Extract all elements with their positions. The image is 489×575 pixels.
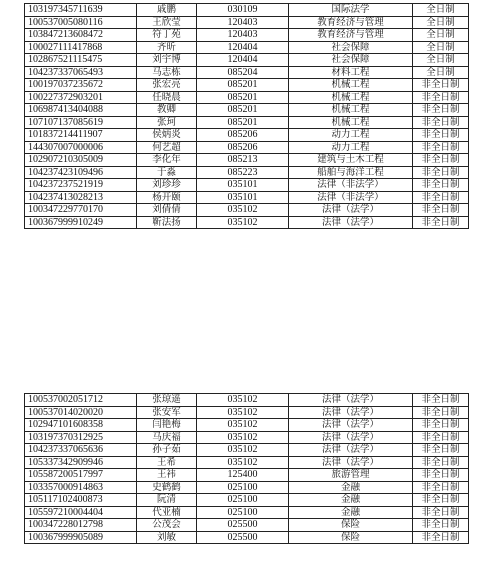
cell-major-name: 法律（非法学） — [289, 179, 413, 192]
cell-study-type: 非全日制 — [413, 531, 469, 544]
table-row — [25, 79, 469, 92]
cell-study-type: 非全日制 — [413, 179, 469, 192]
table-row — [25, 506, 469, 519]
cell-candidate-id: 100537002051712 — [25, 394, 137, 407]
cell-major-name: 国际法学 — [289, 4, 413, 17]
cell-study-type: 非全日制 — [413, 129, 469, 142]
cell-candidate-id: 105597210004404 — [25, 506, 137, 519]
cell-student-name: 符丁苑 — [137, 29, 197, 42]
cell-major-name: 金融 — [289, 506, 413, 519]
cell-student-name: 杨开颐 — [137, 191, 197, 204]
cell-student-name: 马志栋 — [137, 66, 197, 79]
cell-study-type: 非全日制 — [413, 406, 469, 419]
table-row — [25, 431, 469, 444]
table-row — [25, 481, 469, 494]
cell-study-type: 非全日制 — [413, 519, 469, 532]
cell-candidate-id: 104237237521919 — [25, 179, 137, 192]
cell-candidate-id: 100367999905089 — [25, 531, 137, 544]
table-row — [25, 54, 469, 67]
table-row — [25, 204, 469, 217]
cell-study-type: 非全日制 — [413, 444, 469, 457]
cell-major-code: 085201 — [197, 104, 289, 117]
admission-table-bottom — [24, 393, 469, 544]
cell-major-name: 保险 — [289, 519, 413, 532]
cell-candidate-id: 103197370312925 — [25, 431, 137, 444]
table-row — [25, 154, 469, 167]
cell-candidate-id: 104237337065636 — [25, 444, 137, 457]
cell-study-type: 非全日制 — [413, 141, 469, 154]
cell-study-type: 非全日制 — [413, 456, 469, 469]
cell-study-type: 非全日制 — [413, 216, 469, 229]
table-row — [25, 494, 469, 507]
cell-study-type: 非全日制 — [413, 506, 469, 519]
cell-student-name: 张珂 — [137, 116, 197, 129]
cell-major-name: 法律（法学） — [289, 456, 413, 469]
table-row — [25, 4, 469, 17]
table-row — [25, 29, 469, 42]
cell-study-type: 非全日制 — [413, 431, 469, 444]
cell-student-name: 马庆福 — [137, 431, 197, 444]
cell-candidate-id: 106987413404088 — [25, 104, 137, 117]
cell-study-type: 非全日制 — [413, 116, 469, 129]
cell-major-name: 动力工程 — [289, 129, 413, 142]
table-row — [25, 519, 469, 532]
cell-student-name: 公茂会 — [137, 519, 197, 532]
cell-student-name: 任晓晨 — [137, 91, 197, 104]
cell-candidate-id: 102947101608358 — [25, 419, 137, 432]
cell-candidate-id: 104237423109496 — [25, 166, 137, 179]
cell-major-name: 金融 — [289, 494, 413, 507]
cell-major-code: 085201 — [197, 116, 289, 129]
cell-major-name: 材料工程 — [289, 66, 413, 79]
cell-major-name: 机械工程 — [289, 79, 413, 92]
cell-candidate-id: 100197037235672 — [25, 79, 137, 92]
cell-major-code: 085223 — [197, 166, 289, 179]
cell-major-name: 法律（法学） — [289, 419, 413, 432]
cell-major-code: 035102 — [197, 406, 289, 419]
cell-study-type: 全日制 — [413, 29, 469, 42]
cell-student-name: 侯炳炎 — [137, 129, 197, 142]
cell-student-name: 史鹤鹤 — [137, 481, 197, 494]
table-row — [25, 104, 469, 117]
cell-major-code: 085213 — [197, 154, 289, 167]
cell-major-code: 025500 — [197, 531, 289, 544]
cell-student-name: 于淼 — [137, 166, 197, 179]
cell-candidate-id: 105117102400873 — [25, 494, 137, 507]
table-row — [25, 469, 469, 482]
cell-major-name: 社会保障 — [289, 41, 413, 54]
cell-candidate-id: 105587200517997 — [25, 469, 137, 482]
table-row — [25, 41, 469, 54]
cell-student-name: 刘敏 — [137, 531, 197, 544]
cell-student-name: 王欣莹 — [137, 16, 197, 29]
table-row — [25, 394, 469, 407]
table-row — [25, 166, 469, 179]
table-row — [25, 406, 469, 419]
cell-candidate-id: 103847213608472 — [25, 29, 137, 42]
cell-major-name: 法律（法学） — [289, 431, 413, 444]
cell-student-name: 何艺超 — [137, 141, 197, 154]
admission-table-top — [24, 3, 469, 229]
cell-major-code: 035102 — [197, 419, 289, 432]
cell-study-type: 非全日制 — [413, 394, 469, 407]
cell-student-name: 齐昕 — [137, 41, 197, 54]
cell-candidate-id: 107107137085619 — [25, 116, 137, 129]
cell-student-name: 王祎 — [137, 469, 197, 482]
cell-major-name: 法律（法学） — [289, 444, 413, 457]
table-row — [25, 419, 469, 432]
table-row — [25, 116, 469, 129]
cell-candidate-id: 104237337065493 — [25, 66, 137, 79]
cell-student-name: 王希 — [137, 456, 197, 469]
cell-major-code: 085201 — [197, 91, 289, 104]
cell-major-code: 035102 — [197, 204, 289, 217]
cell-major-name: 法律（法学） — [289, 204, 413, 217]
cell-major-code: 120403 — [197, 16, 289, 29]
table-row — [25, 91, 469, 104]
table-row — [25, 141, 469, 154]
table-row — [25, 16, 469, 29]
cell-major-code: 035101 — [197, 191, 289, 204]
table-row — [25, 444, 469, 457]
cell-major-name: 法律（法学） — [289, 406, 413, 419]
cell-study-type: 非全日制 — [413, 494, 469, 507]
cell-study-type: 非全日制 — [413, 166, 469, 179]
cell-major-code: 120404 — [197, 54, 289, 67]
table-row — [25, 179, 469, 192]
table-row — [25, 216, 469, 229]
cell-major-name: 教育经济与管理 — [289, 29, 413, 42]
cell-major-code: 025500 — [197, 519, 289, 532]
cell-major-name: 船舶与海洋工程 — [289, 166, 413, 179]
table-row — [25, 191, 469, 204]
cell-study-type: 非全日制 — [413, 154, 469, 167]
cell-student-name: 戚鹏 — [137, 4, 197, 17]
cell-candidate-id: 100367999910249 — [25, 216, 137, 229]
cell-student-name: 孙子茹 — [137, 444, 197, 457]
cell-major-code: 025100 — [197, 506, 289, 519]
cell-major-code: 085201 — [197, 79, 289, 92]
cell-student-name: 张琼遥 — [137, 394, 197, 407]
cell-major-name: 教育经济与管理 — [289, 16, 413, 29]
cell-major-code: 120404 — [197, 41, 289, 54]
cell-major-name: 法律（法学） — [289, 394, 413, 407]
cell-major-name: 保险 — [289, 531, 413, 544]
cell-study-type: 非全日制 — [413, 191, 469, 204]
cell-candidate-id: 100537005080116 — [25, 16, 137, 29]
cell-study-type: 非全日制 — [413, 204, 469, 217]
cell-major-code: 035101 — [197, 179, 289, 192]
cell-study-type: 全日制 — [413, 4, 469, 17]
cell-major-code: 035102 — [197, 394, 289, 407]
cell-study-type: 全日制 — [413, 41, 469, 54]
cell-candidate-id: 144307007000006 — [25, 141, 137, 154]
cell-major-code: 025100 — [197, 481, 289, 494]
cell-major-code: 085206 — [197, 129, 289, 142]
cell-candidate-id: 100227372903201 — [25, 91, 137, 104]
cell-candidate-id: 102867521115475 — [25, 54, 137, 67]
cell-student-name: 教卿 — [137, 104, 197, 117]
cell-candidate-id: 100027111417868 — [25, 41, 137, 54]
table-row — [25, 456, 469, 469]
cell-candidate-id: 100347228012798 — [25, 519, 137, 532]
cell-major-code: 120403 — [197, 29, 289, 42]
cell-major-name: 动力工程 — [289, 141, 413, 154]
cell-candidate-id: 100347229770170 — [25, 204, 137, 217]
cell-major-name: 机械工程 — [289, 104, 413, 117]
cell-major-name: 社会保障 — [289, 54, 413, 67]
cell-major-code: 035102 — [197, 216, 289, 229]
cell-candidate-id: 101837214411907 — [25, 129, 137, 142]
cell-candidate-id: 105337342909946 — [25, 456, 137, 469]
cell-major-code: 030109 — [197, 4, 289, 17]
cell-candidate-id: 103357000914863 — [25, 481, 137, 494]
table-body — [25, 4, 469, 229]
cell-major-name: 金融 — [289, 481, 413, 494]
cell-major-name: 机械工程 — [289, 116, 413, 129]
cell-student-name: 靳法扬 — [137, 216, 197, 229]
table-row — [25, 531, 469, 544]
cell-candidate-id: 104237413028213 — [25, 191, 137, 204]
cell-student-name: 刘珍珍 — [137, 179, 197, 192]
cell-major-name: 旅游管理 — [289, 469, 413, 482]
cell-study-type: 全日制 — [413, 54, 469, 67]
cell-major-code: 035102 — [197, 431, 289, 444]
cell-study-type: 非全日制 — [413, 419, 469, 432]
cell-major-name: 机械工程 — [289, 91, 413, 104]
cell-major-name: 建筑与土木工程 — [289, 154, 413, 167]
cell-major-name: 法律（非法学） — [289, 191, 413, 204]
cell-study-type: 全日制 — [413, 16, 469, 29]
cell-major-code: 035102 — [197, 456, 289, 469]
cell-study-type: 非全日制 — [413, 91, 469, 104]
table-row — [25, 66, 469, 79]
cell-candidate-id: 102907210305009 — [25, 154, 137, 167]
cell-study-type: 全日制 — [413, 66, 469, 79]
cell-major-code: 085204 — [197, 66, 289, 79]
table-row — [25, 129, 469, 142]
cell-student-name: 刘倩倩 — [137, 204, 197, 217]
cell-study-type: 非全日制 — [413, 79, 469, 92]
cell-student-name: 刘宇博 — [137, 54, 197, 67]
cell-study-type: 非全日制 — [413, 481, 469, 494]
cell-study-type: 非全日制 — [413, 469, 469, 482]
cell-candidate-id: 100537014020020 — [25, 406, 137, 419]
cell-student-name: 李化年 — [137, 154, 197, 167]
cell-major-code: 035102 — [197, 444, 289, 457]
table-body — [25, 394, 469, 544]
cell-major-code: 025100 — [197, 494, 289, 507]
cell-major-code: 085206 — [197, 141, 289, 154]
cell-student-name: 代亚楠 — [137, 506, 197, 519]
cell-major-name: 法律（法学） — [289, 216, 413, 229]
cell-study-type: 非全日制 — [413, 104, 469, 117]
cell-student-name: 闫艳梅 — [137, 419, 197, 432]
cell-major-code: 125400 — [197, 469, 289, 482]
cell-student-name: 张安军 — [137, 406, 197, 419]
cell-student-name: 张宏亮 — [137, 79, 197, 92]
cell-candidate-id: 103197345711639 — [25, 4, 137, 17]
cell-student-name: 阮清 — [137, 494, 197, 507]
